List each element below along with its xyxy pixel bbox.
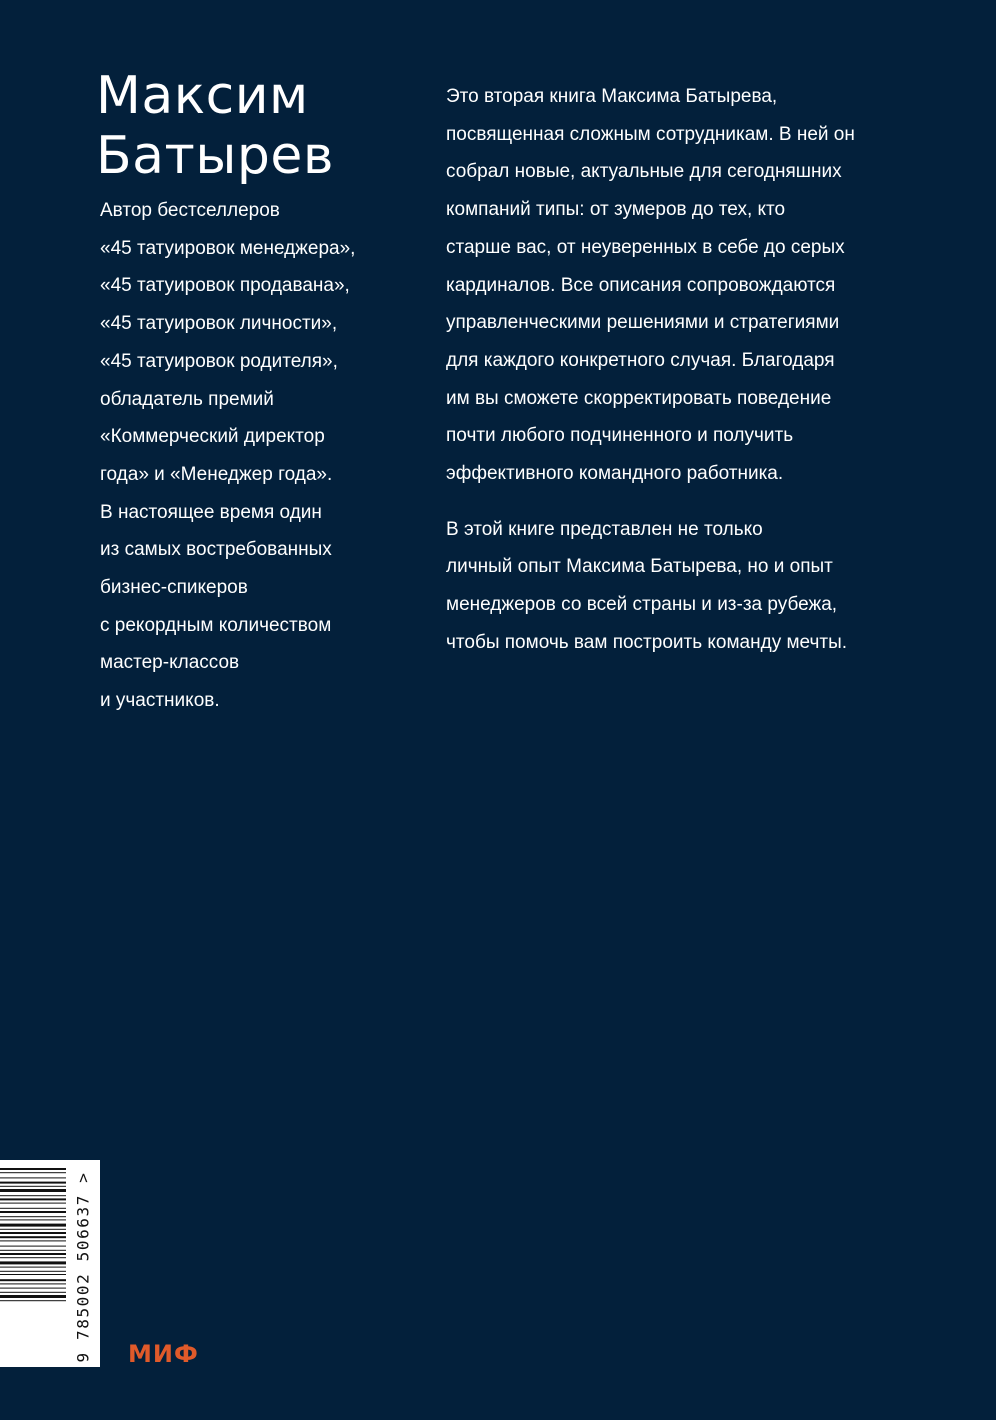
barcode-bar [0, 1229, 66, 1230]
description-line: эффективного командного работника. [446, 463, 784, 485]
description-line: В этой книге представлен не только [446, 518, 763, 540]
bio-line: В настоящее время один [100, 501, 322, 523]
author-name [96, 66, 334, 186]
barcode-bar [0, 1189, 66, 1192]
description-line: для каждого конкретного случая. Благодаря [446, 349, 835, 371]
description-line: им вы сможете скорректировать поведение [446, 387, 832, 409]
barcode-bar [0, 1186, 66, 1187]
barcode-bar [0, 1211, 66, 1213]
description-line: почти любого подчиненного и получить [446, 425, 794, 447]
barcode-bar [0, 1274, 66, 1275]
isbn-digits-text: 9 785002 506637 > [73, 1171, 93, 1363]
barcode-bar [0, 1208, 66, 1209]
barcode-bar [0, 1219, 66, 1220]
barcode-bar [0, 1271, 66, 1272]
bio-line: и участников. [100, 690, 220, 712]
author-last-name: Батырев [96, 126, 335, 186]
bio-line: «45 татуировок личности», [100, 313, 338, 335]
book-description [446, 78, 966, 662]
description-line: личный опыт Максима Батырева, но и опыт [446, 556, 833, 578]
isbn-number [71, 1172, 95, 1362]
barcode-bar [0, 1283, 66, 1284]
publisher-logo: МИФ [128, 1340, 199, 1368]
barcode-bar [0, 1182, 66, 1184]
author-first-name: Максим [96, 66, 309, 126]
bio-line: Автор бестселлеров [100, 200, 280, 221]
description-line: старше вас, от неуверенных в себе до серых [446, 236, 845, 258]
barcode-bar [0, 1240, 66, 1241]
barcode-bar [0, 1177, 66, 1178]
description-line: чтобы помочь вам построить команду мечты. [446, 631, 848, 653]
bio-line: из самых востребованных [100, 539, 332, 561]
description-line: кардиналов. Все описания сопровождаются [446, 274, 836, 296]
bio-line: «Коммерческий директор [100, 426, 325, 448]
bio-line: бизнес-спикеров [100, 577, 248, 599]
description-line: собрал новые, актуальные для сегодняшних [446, 161, 842, 183]
barcode-bar [0, 1292, 66, 1293]
description-paragraph-1 [446, 78, 966, 493]
barcode-bar [0, 1257, 66, 1258]
bio-line: года» и «Менеджер года». [100, 463, 333, 485]
bio-line: «45 татуировок родителя», [100, 350, 338, 372]
description-line: посвященная сложным сотрудникам. В ней он [446, 123, 855, 145]
author-bio [100, 192, 430, 720]
barcode-bar [0, 1195, 66, 1196]
description-line: менеджеров со всей страны и из-за рубежа, [446, 594, 838, 616]
bio-line: с рекордным количеством [100, 614, 332, 636]
description-line: компаний типы: от зумеров до тех, кто [446, 199, 786, 221]
bio-line: «45 татуировок продавана», [100, 275, 350, 297]
description-line: Это вторая книга Максима Батырева, [446, 86, 778, 107]
barcode-bar [0, 1253, 66, 1255]
barcode-bar [0, 1261, 66, 1264]
barcode-bar [0, 1236, 66, 1238]
barcode-bar [0, 1216, 66, 1217]
barcode-bar [0, 1224, 66, 1227]
description-line: управленческими решениями и стратегиями [446, 312, 840, 334]
bio-line: мастер-классов [100, 652, 240, 674]
barcode-bar [0, 1198, 66, 1200]
barcode-bar [0, 1300, 66, 1301]
description-paragraph-2 [446, 511, 966, 662]
barcode-bar [0, 1172, 66, 1173]
barcode-bar [0, 1250, 66, 1251]
barcode-bar [0, 1203, 66, 1204]
bio-line: «45 татуировок менеджера», [100, 237, 356, 259]
barcode-bar [0, 1246, 66, 1247]
barcode-bar [0, 1295, 66, 1298]
barcode-bar [0, 1267, 66, 1268]
barcode-bar [0, 1288, 66, 1289]
barcode-bar [0, 1232, 66, 1234]
barcode-bar [0, 1168, 66, 1170]
bio-line: обладатель премий [100, 388, 274, 410]
barcode-bar [0, 1279, 66, 1281]
